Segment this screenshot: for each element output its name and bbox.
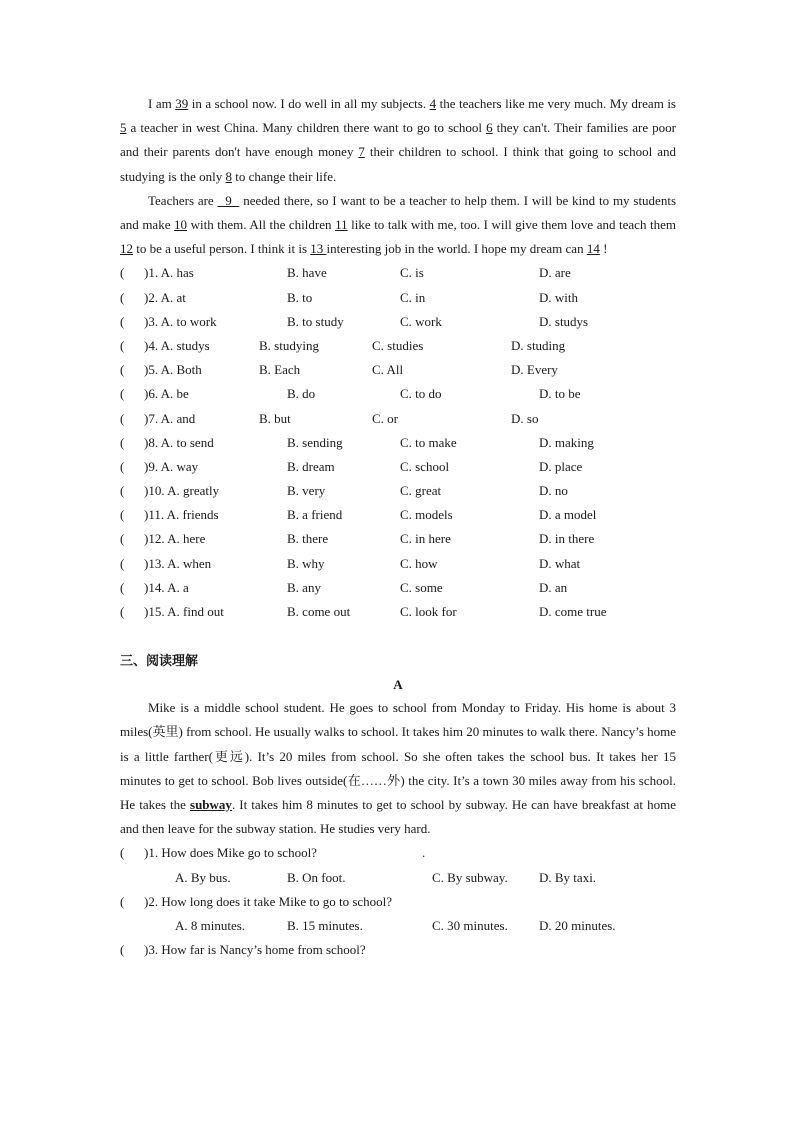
- option-b: B. but: [259, 410, 291, 426]
- passage-title: A: [393, 677, 403, 693]
- text: in a school now. I do well in all my subjects.: [188, 96, 430, 111]
- answer-bracket: (: [120, 531, 125, 547]
- option-d: D. to be: [539, 386, 581, 402]
- answer-bracket: (: [120, 845, 125, 861]
- question-stem: )1. How does Mike go to school?: [144, 845, 317, 861]
- worksheet-page: [120, 92, 676, 962]
- cloze-paragraph-2: [120, 189, 676, 262]
- option-c: C. is: [400, 265, 424, 281]
- answer-bracket: (: [120, 579, 125, 595]
- answer-bracket: (: [120, 434, 125, 450]
- question-number-option-a: )13. A. when: [144, 555, 212, 571]
- text: I am: [148, 96, 176, 111]
- blank-5: 5: [120, 120, 127, 136]
- option-b: B. Each: [259, 362, 301, 378]
- option-c: C. how: [400, 555, 438, 571]
- question-number-option-a: )15. A. find out: [144, 604, 224, 620]
- option-c: C. 30 minutes.: [432, 918, 508, 934]
- cloze-question-row: [120, 286, 676, 310]
- cloze-question-row: [120, 479, 676, 503]
- cloze-paragraph-1: [120, 92, 676, 189]
- cloze-question-row: [120, 455, 676, 479]
- cloze-question-row: [120, 310, 676, 334]
- text: the teachers like me very much. My dream is: [436, 96, 676, 111]
- answer-bracket: (: [120, 483, 125, 499]
- option-b: B. sending: [287, 434, 343, 450]
- text: needed there, so I want to be a teacher to help them. I will be kind to my students and make: [120, 192, 676, 233]
- answer-bracket: (: [120, 458, 125, 474]
- option-d: D. making: [539, 434, 594, 450]
- blank-13: 13: [310, 241, 327, 257]
- answer-bracket: (: [120, 337, 125, 353]
- option-d: D. Every: [511, 362, 558, 378]
- answer-bracket: (: [120, 313, 125, 329]
- answer-bracket: (: [120, 893, 125, 909]
- option-b: B. do: [287, 386, 316, 402]
- option-b: B. a friend: [287, 507, 343, 523]
- question-stem: )3. How far is Nancy’s home from school?: [144, 942, 366, 958]
- blank-6: 6: [486, 120, 493, 136]
- option-d: D. a model: [539, 507, 597, 523]
- text: to be a useful person. I think it is: [133, 241, 311, 257]
- question-number-option-a: )10. A. greatly: [144, 483, 220, 499]
- cloze-question-row: [120, 552, 676, 576]
- blank-9: 9: [217, 192, 240, 208]
- cloze-question-row: [120, 600, 676, 624]
- option-d: D. what: [539, 555, 581, 571]
- option-c: C. or: [372, 410, 398, 426]
- option-c: C. By subway.: [432, 869, 508, 885]
- answer-bracket: (: [120, 507, 125, 523]
- reading-question-options: [120, 866, 676, 890]
- cloze-question-row: [120, 431, 676, 455]
- option-c: C. in here: [400, 531, 451, 547]
- option-b: B. to study: [287, 313, 344, 329]
- blank-7: 7: [358, 144, 365, 160]
- question-number-option-a: )6. A. be: [144, 386, 189, 402]
- option-b: B. there: [287, 531, 329, 547]
- option-b: B. studying: [259, 337, 319, 353]
- text: interesting job in the world. I hope my dream can: [326, 241, 587, 257]
- option-b: B. dream: [287, 458, 335, 474]
- option-d: D. with: [539, 289, 578, 305]
- option-d: D. 20 minutes.: [539, 918, 616, 934]
- cloze-question-list: [120, 261, 676, 624]
- option-b: B. very: [287, 483, 326, 499]
- option-d: D. studys: [539, 313, 589, 329]
- question-number-option-a: )1. A. has: [144, 265, 194, 281]
- option-d: D. in there: [539, 531, 595, 547]
- reading-question-stem: [120, 938, 676, 962]
- option-c: C. to make: [400, 434, 457, 450]
- option-d: D. come true: [539, 604, 607, 620]
- blank-10: 10: [174, 217, 188, 233]
- text: they can't. Their families are poor and their parents don't have enough money: [120, 120, 676, 160]
- option-d: D. are: [539, 265, 571, 281]
- underlined-word: subway: [190, 797, 232, 813]
- question-number-option-a: )14. A. a: [144, 579, 189, 595]
- cloze-question-row: [120, 261, 676, 285]
- option-c: C. some: [400, 579, 443, 595]
- option-c: C. work: [400, 313, 442, 329]
- stem-trailing-mark: .: [422, 845, 426, 861]
- text: like to talk with me, too. I will give them love and teach them: [347, 217, 676, 233]
- option-b: B. On foot.: [287, 869, 346, 885]
- option-c: C. studies: [372, 337, 424, 353]
- option-d: D. studing: [511, 337, 566, 353]
- text: Mike is a middle school student. He goes to school from Monday to Friday. His home is about 3 miles(英里) from school. He usually walks to school. It takes him 20 minutes to walk there. Nancy’s home is a little farther(更远). It’s 20 miles from school. So she often takes the school bus. It takes her 15 minutes to get to school. Bob lives outside(在……外) the city. It’s a town 30 miles away from his school. He takes the: [120, 700, 677, 813]
- reading-question-stem: [120, 890, 676, 914]
- answer-bracket: (: [120, 362, 125, 378]
- reading-question-stem: [120, 841, 676, 865]
- option-c: C. school: [400, 458, 450, 474]
- option-d: D. an: [539, 579, 568, 595]
- cloze-question-row: [120, 407, 676, 431]
- option-d: D. no: [539, 483, 568, 499]
- question-number-option-a: )11. A. friends: [144, 507, 219, 523]
- text: Teachers are: [148, 192, 218, 208]
- answer-bracket: (: [120, 942, 125, 958]
- reading-question-options: [120, 914, 676, 938]
- blank-4: 4: [429, 96, 437, 111]
- answer-bracket: (: [120, 289, 125, 305]
- option-a: A. By bus.: [175, 869, 231, 885]
- text: . It takes him 8 minutes to get to school by subway. He can have breakfast at home and then leave for the subway station. He studies very hard.: [120, 797, 676, 837]
- question-number-option-a: )4. A. studys: [144, 337, 210, 353]
- section-title: 三、阅读理解: [120, 654, 199, 670]
- question-number-option-a: )12. A. here: [144, 531, 206, 547]
- option-b: B. any: [287, 579, 321, 595]
- cloze-question-row: [120, 503, 676, 527]
- option-d: D. so: [511, 410, 539, 426]
- cloze-question-row: [120, 527, 676, 551]
- option-c: C. look for: [400, 604, 457, 620]
- answer-bracket: (: [120, 386, 125, 402]
- cloze-question-row: [120, 576, 676, 600]
- question-stem: )2. How long does it take Mike to go to school?: [144, 893, 393, 909]
- text: a teacher in west China. Many children there want to go to school: [126, 120, 487, 136]
- blank-39: 39: [175, 96, 189, 111]
- text: their children to school. I think that going to school and studying is the only: [120, 144, 677, 184]
- cloze-question-row: [120, 334, 676, 358]
- question-number-option-a: )2. A. at: [144, 289, 186, 305]
- reading-passage: [120, 696, 676, 841]
- question-number-option-a: )8. A. to send: [144, 434, 214, 450]
- option-c: C. models: [400, 507, 453, 523]
- question-number-option-a: )7. A. and: [144, 410, 196, 426]
- question-number-option-a: )3. A. to work: [144, 313, 217, 329]
- option-b: B. why: [287, 555, 325, 571]
- cloze-question-row: [120, 382, 676, 406]
- text: !: [599, 241, 608, 257]
- answer-bracket: (: [120, 410, 125, 426]
- text: to change their life.: [231, 168, 337, 184]
- option-b: B. have: [287, 265, 327, 281]
- answer-bracket: (: [120, 265, 125, 281]
- option-c: C. great: [400, 483, 442, 499]
- option-b: B. 15 minutes.: [287, 918, 363, 934]
- answer-bracket: (: [120, 604, 125, 620]
- blank-11: 11: [335, 217, 348, 233]
- option-c: C. All: [372, 362, 404, 378]
- question-number-option-a: )5. A. Both: [144, 362, 202, 378]
- option-c: C. to do: [400, 386, 442, 402]
- option-d: D. place: [539, 458, 583, 474]
- option-c: C. in: [400, 289, 426, 305]
- text: with them. All the children: [187, 217, 336, 233]
- option-b: B. come out: [287, 604, 351, 620]
- option-b: B. to: [287, 289, 313, 305]
- option-d: D. By taxi.: [539, 869, 597, 885]
- blank-8: 8: [225, 168, 232, 184]
- cloze-question-row: [120, 358, 676, 382]
- reading-question-list: [120, 841, 676, 962]
- question-number-option-a: )9. A. way: [144, 458, 199, 474]
- blank-14: 14: [586, 241, 600, 257]
- option-a: A. 8 minutes.: [175, 918, 246, 934]
- blank-12: 12: [120, 241, 133, 257]
- answer-bracket: (: [120, 555, 125, 571]
